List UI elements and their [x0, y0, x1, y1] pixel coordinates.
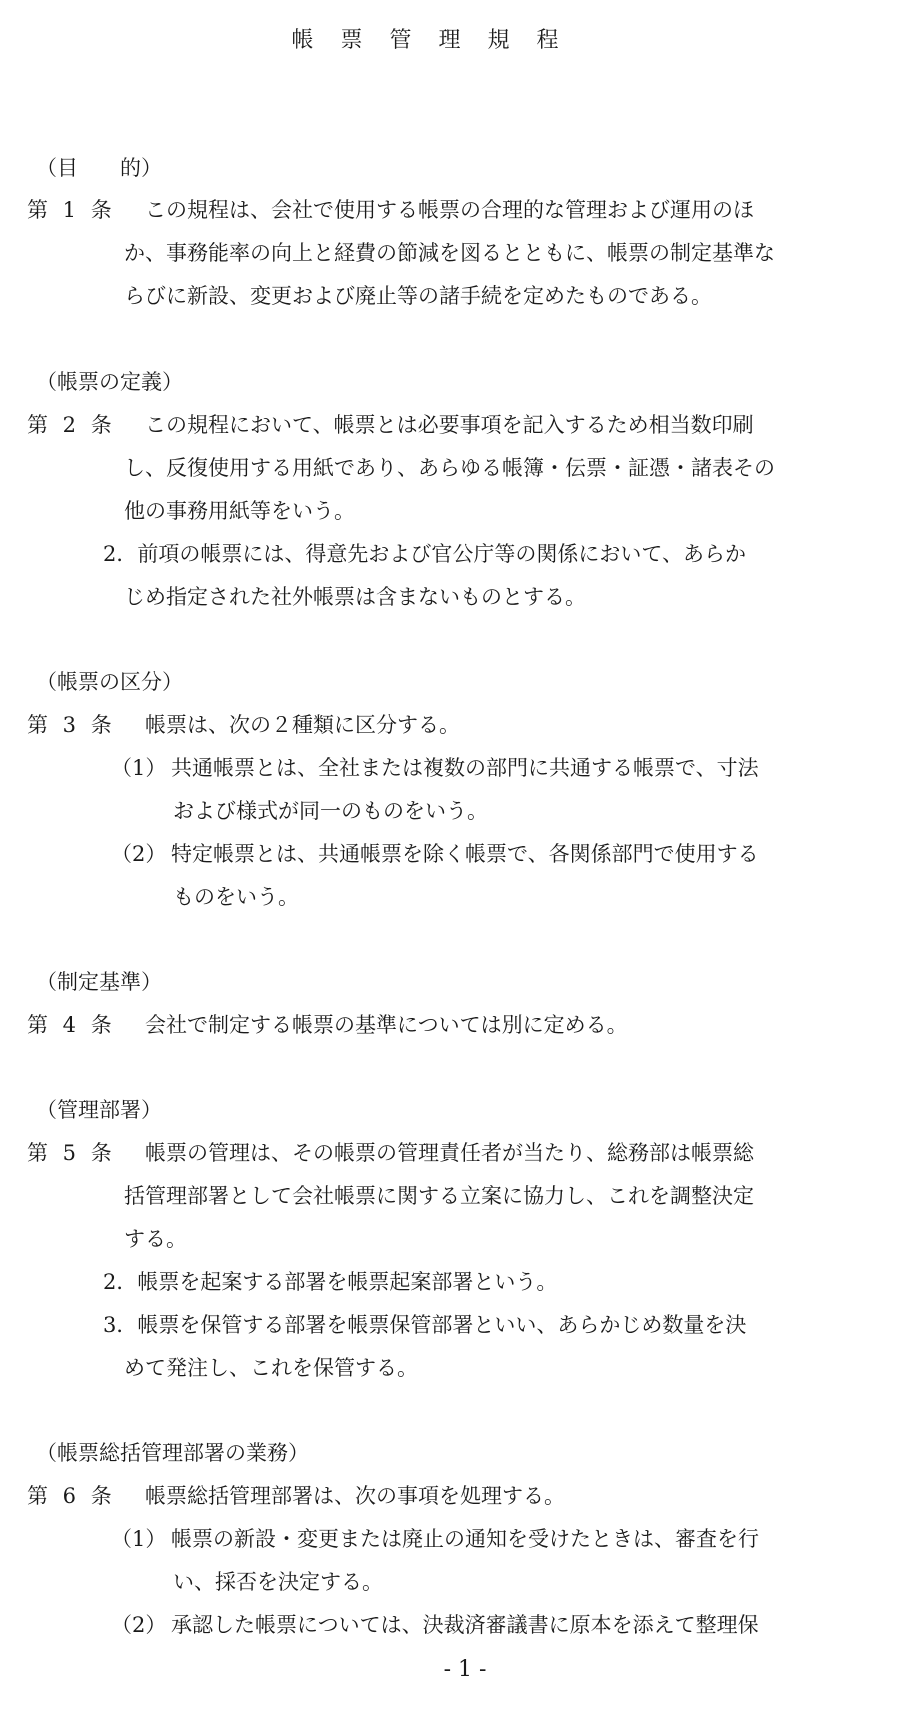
article-6-item-1-text: 帳票の新設・変更または廃止の通知を受けたときは、審査を行 [171, 1527, 759, 1551]
article-3-item-1-line-1 [111, 753, 759, 783]
article-4-label: 第 4 条 [27, 1013, 116, 1037]
article-2-paragraph-2-line-2: じめ指定された社外帳票は含まないものとする。 [124, 585, 586, 609]
article-5-paragraph-3-line-2: めて発注し、これを保管する。 [124, 1356, 418, 1380]
article-3-item-1-text: 共通帳票とは、全社または複数の部門に共通する帳票で、寸法 [171, 756, 759, 780]
article-4-line-1 [27, 1010, 628, 1040]
article-3-item-2-line-1 [111, 839, 759, 869]
section-heading-standards: （制定基準） [36, 970, 162, 994]
section-heading-general-management-duties: （帳票総括管理部署の業務） [36, 1441, 309, 1465]
section-heading-definition: （帳票の定義） [36, 370, 183, 394]
article-3-text: 帳票は、次の２種類に区分する。 [145, 713, 460, 737]
article-3-item-2-text: 特定帳票とは、共通帳票を除く帳票で、各関係部門で使用する [171, 842, 759, 866]
article-1-line-2: か、事務能率の向上と経費の節減を図るとともに、帳票の制定基準な [124, 241, 775, 265]
article-6-text: 帳票総括管理部署は、次の事項を処理する。 [145, 1484, 565, 1508]
article-1-label: 第 1 条 [27, 198, 116, 222]
article-2-text: この規程において、帳票とは必要事項を記入するため相当数印刷 [145, 413, 754, 437]
article-3-item-2-number: （2） [111, 842, 167, 866]
article-5-paragraph-3-line-1: 3．帳票を保管する部署を帳票保管部署といい、あらかじめ数量を決 [103, 1313, 747, 1337]
article-6-item-2-text: 承認した帳票については、決裁済審議書に原本を添えて整理保 [171, 1613, 759, 1637]
article-3-label: 第 3 条 [27, 713, 116, 737]
article-5-line-1 [27, 1138, 754, 1168]
article-5-text: 帳票の管理は、その帳票の管理責任者が当たり、総務部は帳票総 [145, 1141, 754, 1165]
article-6-item-2-line-1 [111, 1610, 759, 1640]
article-6-item-1-number: （1） [111, 1527, 167, 1551]
article-3-item-1-number: （1） [111, 756, 167, 780]
article-3-line-1 [27, 710, 460, 740]
article-6-item-1-line-1 [111, 1524, 759, 1554]
article-2-line-3: 他の事務用紙等をいう。 [124, 499, 355, 523]
article-3-item-2-line-2: ものをいう。 [173, 885, 299, 909]
article-5-label: 第 5 条 [27, 1141, 116, 1165]
article-6-label: 第 6 条 [27, 1484, 116, 1508]
article-1-line-3: らびに新設、変更および廃止等の諸手続を定めたものである。 [124, 284, 712, 308]
article-6-line-1 [27, 1481, 565, 1511]
article-6-item-1-line-2: い、採否を決定する。 [173, 1570, 383, 1594]
page-number: - 1 - [443, 1657, 487, 1682]
article-5-paragraph-2: 2．帳票を起案する部署を帳票起案部署という。 [103, 1270, 558, 1294]
article-2-paragraph-2-line-1: 2．前項の帳票には、得意先および官公庁等の関係において、あらか [103, 542, 746, 566]
section-heading-classification: （帳票の区分） [36, 670, 183, 694]
article-4-text: 会社で制定する帳票の基準については別に定める。 [145, 1013, 628, 1037]
article-6-item-2-number: （2） [111, 1613, 167, 1637]
article-5-line-3: する。 [124, 1227, 187, 1251]
section-heading-purpose: （目 的） [36, 156, 162, 180]
article-2-line-1 [27, 410, 754, 440]
document-title: 帳 票 管 理 規 程 [291, 28, 569, 53]
article-1-line-1 [27, 195, 754, 225]
article-5-line-2: 括管理部署として会社帳票に関する立案に協力し、これを調整決定 [124, 1184, 754, 1208]
article-3-item-1-line-2: および様式が同一のものをいう。 [173, 799, 488, 823]
section-heading-management: （管理部署） [36, 1098, 162, 1122]
article-2-line-2: し、反復使用する用紙であり、あらゆる帳簿・伝票・証憑・諸表その [124, 456, 775, 480]
article-1-text: この規程は、会社で使用する帳票の合理的な管理および運用のほ [145, 198, 754, 222]
article-2-label: 第 2 条 [27, 413, 116, 437]
